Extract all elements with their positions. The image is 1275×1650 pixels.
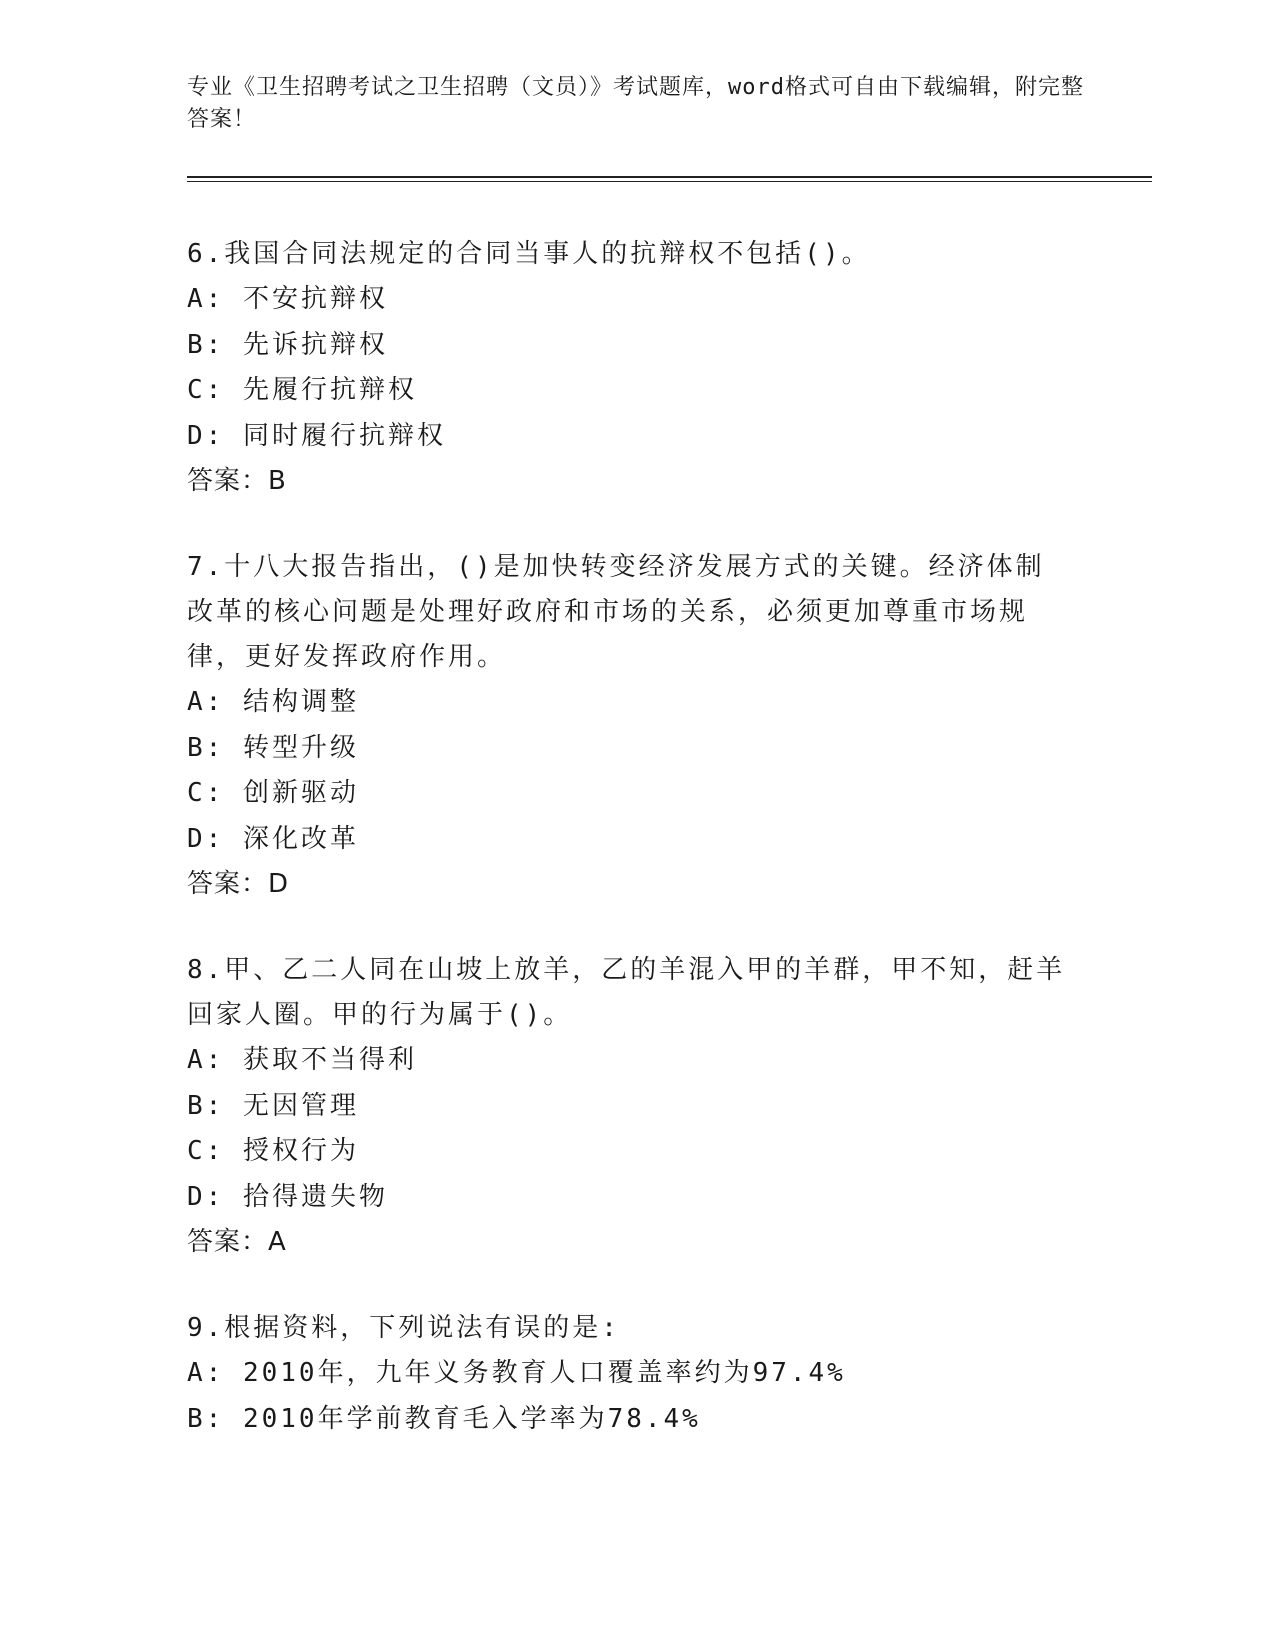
document-header: 专业《卫生招聘考试之卫生招聘（文员）》考试题库，word格式可自由下载编辑，附完整答案！	[187, 75, 1084, 132]
option-a: A: 2010年，九年义务教育人口覆盖率约为97.4%	[187, 1358, 846, 1388]
question-6	[187, 232, 1067, 504]
option-a: A: 结构调整	[187, 687, 359, 717]
option-c: C: 授权行为	[187, 1136, 359, 1166]
question-stem: 6.我国合同法规定的合同当事人的抗辩权不包括()。	[187, 239, 871, 269]
question-8	[187, 948, 1067, 1265]
answer-line: 答案：A	[187, 1227, 287, 1257]
option-b: B: 先诉抗辩权	[187, 329, 388, 360]
question-9	[187, 1306, 1067, 1442]
question-stem: 8.甲、乙二人同在山坡上放羊，乙的羊混入甲的羊群，甲不知，赶羊回家人圈。甲的行为属于()。	[187, 955, 1066, 1030]
question-stem: 7.十八大报告指出，()是加快转变经济发展方式的关键。经济体制改革的核心问题是处理好政府和市场的关系，必须更加尊重市场规律，更好发挥政府作用。	[187, 552, 1045, 672]
question-stem: 9.根据资料，下列说法有误的是:	[187, 1313, 620, 1343]
header-divider-thick	[187, 176, 1152, 178]
question-7	[187, 545, 1067, 907]
option-c: C: 先履行抗辩权	[187, 375, 417, 405]
option-b: B: 无因管理	[187, 1090, 359, 1121]
option-d: D: 拾得遗失物	[187, 1181, 388, 1212]
option-a: A: 获取不当得利	[187, 1045, 417, 1075]
option-a: A: 不安抗辩权	[187, 284, 388, 314]
option-d: D: 同时履行抗辩权	[187, 420, 446, 451]
answer-line: 答案：B	[187, 466, 287, 496]
question-list	[187, 232, 1067, 1483]
option-c: C: 创新驱动	[187, 778, 359, 808]
answer-line: 答案：D	[187, 869, 290, 899]
option-b: B: 转型升级	[187, 732, 359, 763]
header-divider-thin	[187, 181, 1152, 182]
option-d: D: 深化改革	[187, 823, 359, 854]
option-b: B: 2010年学前教育毛入学率为78.4%	[187, 1403, 701, 1434]
